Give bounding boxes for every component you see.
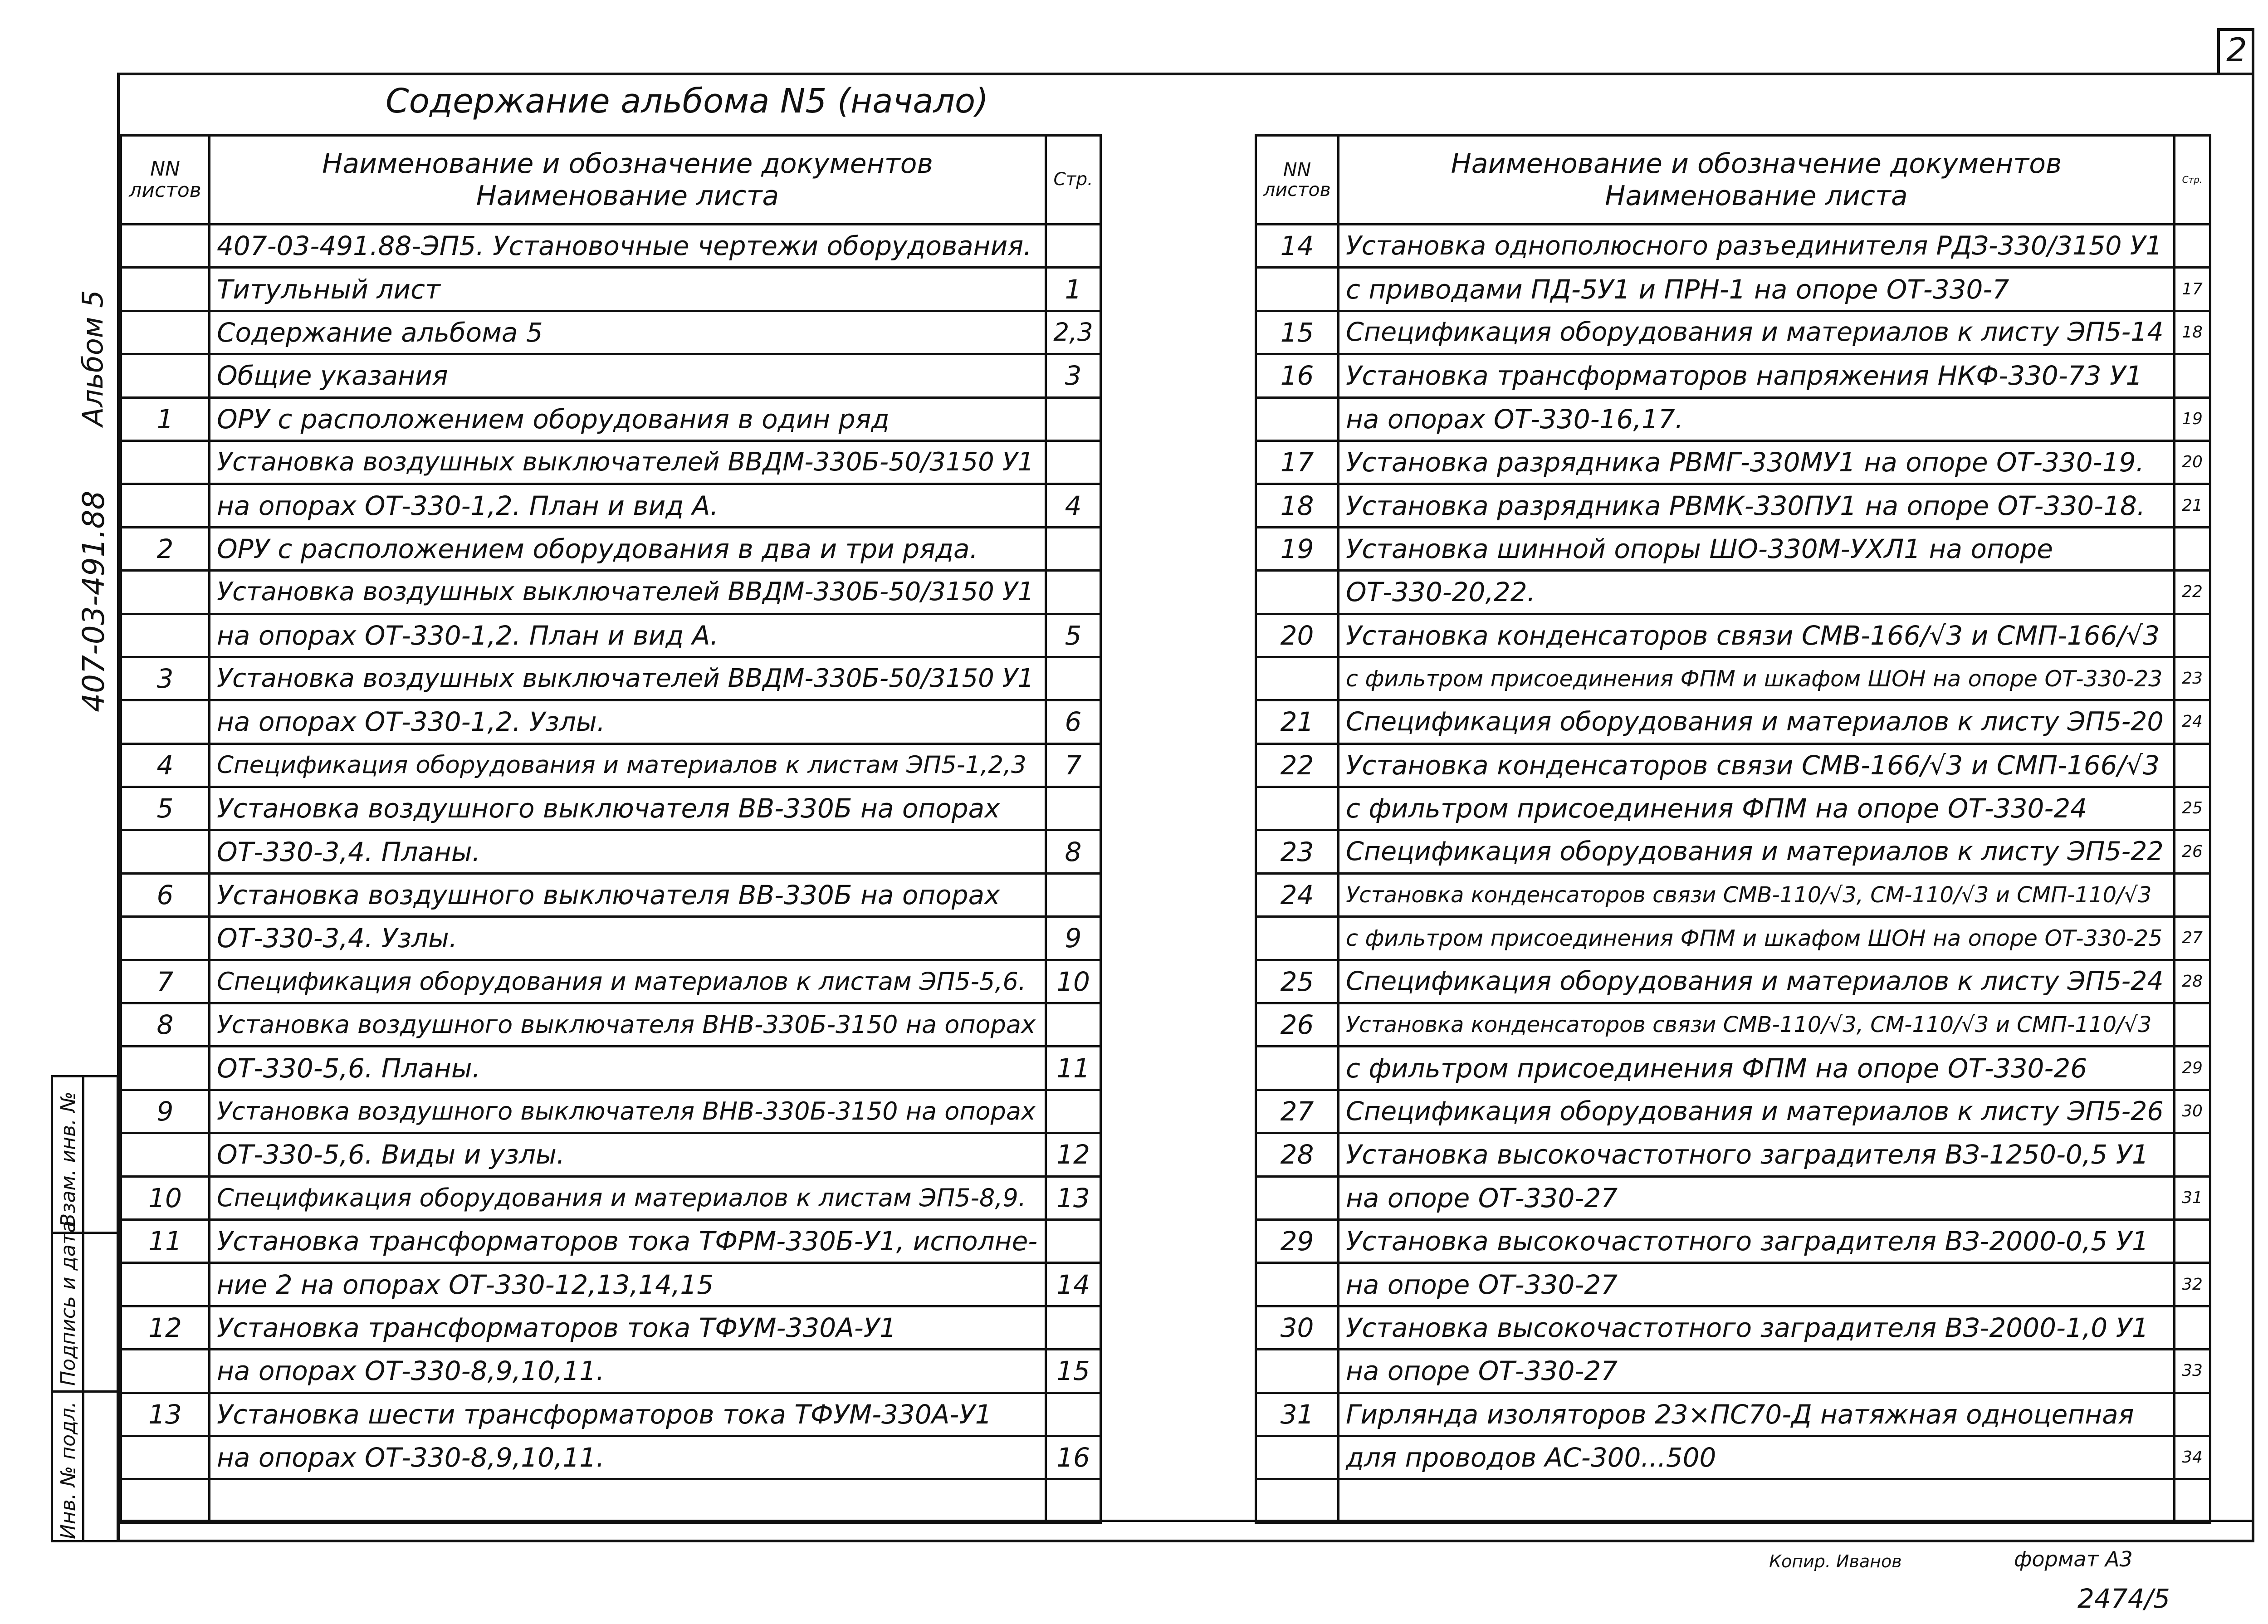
- header-page: Стр.: [2175, 136, 2210, 225]
- row-title: на опорах ОТ-330-8,9,10,11.: [210, 1350, 1046, 1393]
- stamp-signature-date: Подпись и дата: [57, 1220, 80, 1386]
- row-page: [2175, 225, 2210, 268]
- row-title: ОРУ с расположением оборудования в два и три ряда.: [210, 527, 1046, 570]
- header-name: Наименование и обозначение документов Наименование листа: [210, 136, 1046, 225]
- row-title: Спецификация оборудования и материалов к листу ЭП5-14: [1339, 311, 2175, 354]
- table-row: [1256, 657, 2210, 700]
- row-title: Установка разрядника РВМК-330ПУ1 на опоре ОТ-330-18.: [1339, 484, 2175, 527]
- row-title: Гирлянда изоляторов 23×ПС70-Д натяжная одноцепная: [1339, 1393, 2175, 1436]
- row-sheet-number: 9: [121, 1090, 210, 1133]
- row-page: 19: [2175, 397, 2210, 440]
- footer-code: 2474/5: [2077, 1583, 2170, 1614]
- table-row: [1256, 268, 2210, 311]
- row-page: 34: [2175, 1436, 2210, 1479]
- table-row: [1256, 1436, 2210, 1479]
- table-row: [1256, 1176, 2210, 1219]
- row-title: 407-03-491.88-ЭП5. Установочные чертежи оборудования.: [210, 225, 1046, 268]
- row-page: 22: [2175, 571, 2210, 614]
- row-title: ОТ-330-5,6. Виды и узлы.: [210, 1133, 1046, 1176]
- table-row: [121, 917, 1101, 960]
- row-sheet-number: [121, 700, 210, 744]
- row-title: Установка воздушного выключателя ВВ-330Б на опорах: [210, 787, 1046, 830]
- row-page: [1046, 1479, 1101, 1522]
- row-title: на опорах ОТ-330-1,2. План и вид А.: [210, 614, 1046, 657]
- row-page: [1046, 1219, 1101, 1262]
- table-row: [1256, 311, 2210, 354]
- row-page: 2,3: [1046, 311, 1101, 354]
- row-page: 27: [2175, 917, 2210, 960]
- row-sheet-number: [1256, 1479, 1339, 1522]
- table-row: [1256, 787, 2210, 830]
- row-title: Установка трансформаторов тока ТФУМ-330А-У1: [210, 1306, 1046, 1349]
- row-page: 18: [2175, 311, 2210, 354]
- row-title: Общие указания: [210, 354, 1046, 397]
- row-sheet-number: 31: [1256, 1393, 1339, 1436]
- row-title: на опорах ОТ-330-16,17.: [1339, 397, 2175, 440]
- row-sheet-number: 22: [1256, 744, 1339, 787]
- row-page: [2175, 1219, 2210, 1262]
- row-page: [1046, 1090, 1101, 1133]
- row-page: 1: [1046, 268, 1101, 311]
- row-page: 28: [2175, 960, 2210, 1003]
- row-page: [1046, 440, 1101, 484]
- row-page: 17: [2175, 268, 2210, 311]
- row-page: [1046, 873, 1101, 916]
- table-row: [121, 397, 1101, 440]
- table-row: [121, 614, 1101, 657]
- row-sheet-number: 13: [121, 1393, 210, 1436]
- row-sheet-number: [121, 1350, 210, 1393]
- table-row: [1256, 527, 2210, 570]
- row-page: 7: [1046, 744, 1101, 787]
- row-page: [2175, 873, 2210, 916]
- footer-copied: Копир. Иванов: [1769, 1551, 1902, 1571]
- footer-format: формат А3: [2014, 1547, 2133, 1571]
- row-sheet-number: [1256, 268, 1339, 311]
- table-row: [1256, 1047, 2210, 1090]
- row-title: Содержание альбома 5: [210, 311, 1046, 354]
- row-title: на опорах ОТ-330-8,9,10,11.: [210, 1436, 1046, 1479]
- row-title: ОРУ с расположением оборудования в один ряд: [210, 397, 1046, 440]
- table-row: [121, 225, 1101, 268]
- row-sheet-number: [1256, 397, 1339, 440]
- header-num: NN листов: [1256, 136, 1339, 225]
- row-title: Установка воздушного выключателя ВВ-330Б на опорах: [210, 873, 1046, 916]
- table-row: [121, 1133, 1101, 1176]
- table-row: [1256, 830, 2210, 873]
- row-title: на опоре ОТ-330-27: [1339, 1263, 2175, 1306]
- row-title: Установка воздушных выключателей ВВДМ-330Б-50/3150 У1: [210, 440, 1046, 484]
- row-title: Установка воздушного выключателя ВНВ-330Б-3150 на опорах: [210, 1003, 1046, 1047]
- row-page: [1046, 1306, 1101, 1349]
- row-sheet-number: [1256, 1436, 1339, 1479]
- row-title: Установка конденсаторов связи СМВ-166/√3 и СМП-166/√3: [1339, 614, 2175, 657]
- table-row: [1256, 1306, 2210, 1349]
- table-row: [121, 527, 1101, 570]
- row-sheet-number: 20: [1256, 614, 1339, 657]
- row-sheet-number: 14: [1256, 225, 1339, 268]
- table-row: [121, 1003, 1101, 1047]
- stamp-inv-no: Инв. № подл.: [57, 1401, 80, 1539]
- row-sheet-number: 23: [1256, 830, 1339, 873]
- row-sheet-number: 8: [121, 1003, 210, 1047]
- row-title: ние 2 на опорах ОТ-330-12,13,14,15: [210, 1263, 1046, 1306]
- table-row: [1256, 397, 2210, 440]
- row-sheet-number: 25: [1256, 960, 1339, 1003]
- row-title: Спецификация оборудования и материалов к листам ЭП5-1,2,3: [210, 744, 1046, 787]
- row-title: Спецификация оборудования и материалов к листу ЭП5-24: [1339, 960, 2175, 1003]
- table-row: [1256, 440, 2210, 484]
- row-sheet-number: 19: [1256, 527, 1339, 570]
- row-sheet-number: [1256, 917, 1339, 960]
- table-row: [121, 1436, 1101, 1479]
- row-sheet-number: 21: [1256, 700, 1339, 744]
- row-title: Титульный лист: [210, 268, 1046, 311]
- table-row: [121, 1350, 1101, 1393]
- row-sheet-number: [121, 440, 210, 484]
- table-row: [121, 787, 1101, 830]
- row-page: 4: [1046, 484, 1101, 527]
- row-page: 33: [2175, 1350, 2210, 1393]
- table-row: [121, 830, 1101, 873]
- row-sheet-number: 4: [121, 744, 210, 787]
- table-row: [121, 1263, 1101, 1306]
- row-sheet-number: [121, 614, 210, 657]
- table-row: [1256, 614, 2210, 657]
- row-page: 16: [1046, 1436, 1101, 1479]
- row-page: [2175, 527, 2210, 570]
- row-sheet-number: [121, 1479, 210, 1522]
- table-row: [1256, 700, 2210, 744]
- row-title: Установка высокочастотного заградителя ВЗ-1250-0,5 У1: [1339, 1133, 2175, 1176]
- row-sheet-number: [1256, 787, 1339, 830]
- table-row: [1256, 873, 2210, 916]
- table-row: [121, 960, 1101, 1003]
- row-title: Установка трансформаторов напряжения НКФ-330-73 У1: [1339, 354, 2175, 397]
- table-row: [1256, 1003, 2210, 1047]
- table-row: [1256, 1393, 2210, 1436]
- side-album-label: Альбом 5: [76, 290, 109, 426]
- row-title: Установка воздушного выключателя ВНВ-330Б-3150 на опорах: [210, 1090, 1046, 1133]
- row-page: [1046, 571, 1101, 614]
- row-title: Установка однополюсного разъединителя РДЗ-330/3150 У1: [1339, 225, 2175, 268]
- row-title: Установка трансформаторов тока ТФРМ-330Б-У1, исполне-: [210, 1219, 1046, 1262]
- row-title: на опорах ОТ-330-1,2. План и вид А.: [210, 484, 1046, 527]
- table-row: [1256, 1219, 2210, 1262]
- table-row: [1256, 744, 2210, 787]
- row-page: 5: [1046, 614, 1101, 657]
- table-row: [121, 1176, 1101, 1219]
- header-num: NN листов: [121, 136, 210, 225]
- row-sheet-number: 29: [1256, 1219, 1339, 1262]
- contents-table-right: [1255, 134, 2211, 1524]
- row-title: [1339, 1479, 2175, 1522]
- row-title: на опорах ОТ-330-1,2. Узлы.: [210, 700, 1046, 744]
- row-title: с фильтром присоединения ФПМ на опоре ОТ-330-26: [1339, 1047, 2175, 1090]
- table-row: [121, 700, 1101, 744]
- row-sheet-number: [121, 354, 210, 397]
- row-sheet-number: [121, 571, 210, 614]
- table-row: [121, 440, 1101, 484]
- table-row: [1256, 1090, 2210, 1133]
- row-sheet-number: 3: [121, 657, 210, 700]
- table-row: [121, 1393, 1101, 1436]
- row-sheet-number: [121, 1047, 210, 1090]
- row-page: 26: [2175, 830, 2210, 873]
- row-title: с фильтром присоединения ФПМ и шкафом ШОН на опоре ОТ-330-23: [1339, 657, 2175, 700]
- row-page: 29: [2175, 1047, 2210, 1090]
- row-title: Установка шинной опоры ШО-330М-УХЛ1 на опоре: [1339, 527, 2175, 570]
- row-page: [2175, 744, 2210, 787]
- row-sheet-number: 24: [1256, 873, 1339, 916]
- row-title: Спецификация оборудования и материалов к листу ЭП5-20: [1339, 700, 2175, 744]
- row-title: Установка высокочастотного заградителя ВЗ-2000-0,5 У1: [1339, 1219, 2175, 1262]
- row-page: [2175, 1003, 2210, 1047]
- row-page: [1046, 225, 1101, 268]
- row-page: [2175, 1393, 2210, 1436]
- table-row: [1256, 484, 2210, 527]
- row-page: 3: [1046, 354, 1101, 397]
- table-row: [121, 354, 1101, 397]
- row-sheet-number: 12: [121, 1306, 210, 1349]
- row-title: Установка воздушных выключателей ВВДМ-330Б-50/3150 У1: [210, 657, 1046, 700]
- row-page: 6: [1046, 700, 1101, 744]
- row-sheet-number: 17: [1256, 440, 1339, 484]
- row-page: 12: [1046, 1133, 1101, 1176]
- row-page: [2175, 1479, 2210, 1522]
- row-title: ОТ-330-5,6. Планы.: [210, 1047, 1046, 1090]
- row-sheet-number: 26: [1256, 1003, 1339, 1047]
- table-row: [1256, 1263, 2210, 1306]
- row-sheet-number: 1: [121, 397, 210, 440]
- row-page: [2175, 614, 2210, 657]
- row-sheet-number: 5: [121, 787, 210, 830]
- frame-bottom-line: [117, 1520, 2254, 1522]
- row-page: 14: [1046, 1263, 1101, 1306]
- row-sheet-number: [121, 830, 210, 873]
- row-page: 30: [2175, 1090, 2210, 1133]
- table-row: [1256, 571, 2210, 614]
- sheet-number: 2: [2226, 31, 2247, 69]
- row-page: [1046, 787, 1101, 830]
- row-page: [1046, 1003, 1101, 1047]
- contents-title: Содержание альбома N5 (начало): [386, 82, 989, 121]
- row-sheet-number: 11: [121, 1219, 210, 1262]
- row-sheet-number: [1256, 657, 1339, 700]
- row-page: [2175, 354, 2210, 397]
- row-page: 25: [2175, 787, 2210, 830]
- row-sheet-number: [121, 917, 210, 960]
- header-name: Наименование и обозначение документов Наименование листа: [1339, 136, 2175, 225]
- table-row: [1256, 1350, 2210, 1393]
- row-title: на опоре ОТ-330-27: [1339, 1176, 2175, 1219]
- row-sheet-number: [121, 268, 210, 311]
- row-sheet-number: 28: [1256, 1133, 1339, 1176]
- table-row: [121, 1479, 1101, 1522]
- row-title: ОТ-330-20,22.: [1339, 571, 2175, 614]
- row-sheet-number: [121, 311, 210, 354]
- row-sheet-number: 27: [1256, 1090, 1339, 1133]
- row-title: с фильтром присоединения ФПМ на опоре ОТ-330-24: [1339, 787, 2175, 830]
- table-row: [121, 571, 1101, 614]
- table-row: [121, 1090, 1101, 1133]
- row-title: Установка разрядника РВМГ-330МУ1 на опоре ОТ-330-19.: [1339, 440, 2175, 484]
- row-title: Установка высокочастотного заградителя ВЗ-2000-1,0 У1: [1339, 1306, 2175, 1349]
- row-title: Установка конденсаторов связи СМВ-166/√3 и СМП-166/√3: [1339, 744, 2175, 787]
- stamp-replace-inv: Взам. инв. №: [57, 1091, 80, 1227]
- row-sheet-number: 10: [121, 1176, 210, 1219]
- row-title: для проводов АС-300...500: [1339, 1436, 2175, 1479]
- row-page: [2175, 1133, 2210, 1176]
- header-page: Стр.: [1046, 136, 1101, 225]
- row-sheet-number: [1256, 571, 1339, 614]
- row-title: [210, 1479, 1046, 1522]
- table-row: [121, 744, 1101, 787]
- row-page: 20: [2175, 440, 2210, 484]
- table-row: [121, 1047, 1101, 1090]
- row-page: [1046, 1393, 1101, 1436]
- row-title: Установка шести трансформаторов тока ТФУМ-330А-У1: [210, 1393, 1046, 1436]
- row-page: 11: [1046, 1047, 1101, 1090]
- row-sheet-number: [121, 1263, 210, 1306]
- row-page: 15: [1046, 1350, 1101, 1393]
- table-row: [1256, 1479, 2210, 1522]
- row-page: [1046, 657, 1101, 700]
- row-page: 10: [1046, 960, 1101, 1003]
- row-page: [2175, 1306, 2210, 1349]
- table-row: [121, 1306, 1101, 1349]
- row-title: Установка воздушных выключателей ВВДМ-330Б-50/3150 У1: [210, 571, 1046, 614]
- row-sheet-number: [121, 1133, 210, 1176]
- row-sheet-number: [1256, 1176, 1339, 1219]
- row-sheet-number: 2: [121, 527, 210, 570]
- row-title: на опоре ОТ-330-27: [1339, 1350, 2175, 1393]
- stamp-column: [51, 1075, 119, 1542]
- row-page: [1046, 397, 1101, 440]
- row-sheet-number: [121, 484, 210, 527]
- row-title: Спецификация оборудования и материалов к листу ЭП5-26: [1339, 1090, 2175, 1133]
- table-row: [121, 873, 1101, 916]
- row-page: 31: [2175, 1176, 2210, 1219]
- row-title: с фильтром присоединения ФПМ и шкафом ШОН на опоре ОТ-330-25: [1339, 917, 2175, 960]
- row-sheet-number: 7: [121, 960, 210, 1003]
- row-sheet-number: 15: [1256, 311, 1339, 354]
- row-page: 8: [1046, 830, 1101, 873]
- row-title: Спецификация оборудования и материалов к листу ЭП5-22: [1339, 830, 2175, 873]
- table-row: [1256, 917, 2210, 960]
- table-row: [1256, 960, 2210, 1003]
- table-row: [121, 268, 1101, 311]
- row-sheet-number: [1256, 1350, 1339, 1393]
- table-row: [121, 657, 1101, 700]
- side-code-label: 407-03-491.88: [76, 490, 111, 712]
- row-title: с приводами ПД-5У1 и ПРН-1 на опоре ОТ-330-7: [1339, 268, 2175, 311]
- row-page: 32: [2175, 1263, 2210, 1306]
- row-sheet-number: [1256, 1263, 1339, 1306]
- row-title: Установка конденсаторов связи СМВ-110/√3, СМ-110/√3 и СМП-110/√3: [1339, 1003, 2175, 1047]
- row-sheet-number: 6: [121, 873, 210, 916]
- row-title: ОТ-330-3,4. Планы.: [210, 830, 1046, 873]
- table-row: [121, 484, 1101, 527]
- table-row: [121, 311, 1101, 354]
- row-page: 21: [2175, 484, 2210, 527]
- row-page: 24: [2175, 700, 2210, 744]
- row-sheet-number: [121, 225, 210, 268]
- row-page: 23: [2175, 657, 2210, 700]
- table-row: [1256, 354, 2210, 397]
- row-title: ОТ-330-3,4. Узлы.: [210, 917, 1046, 960]
- row-page: 9: [1046, 917, 1101, 960]
- row-title: Установка конденсаторов связи СМВ-110/√3, СМ-110/√3 и СМП-110/√3: [1339, 873, 2175, 916]
- row-title: Спецификация оборудования и материалов к листам ЭП5-8,9.: [210, 1176, 1046, 1219]
- row-sheet-number: 16: [1256, 354, 1339, 397]
- row-sheet-number: [1256, 1047, 1339, 1090]
- table-row: [121, 1219, 1101, 1262]
- row-sheet-number: 30: [1256, 1306, 1339, 1349]
- row-sheet-number: 18: [1256, 484, 1339, 527]
- table-row: [1256, 225, 2210, 268]
- row-sheet-number: [121, 1436, 210, 1479]
- table-row: [1256, 1133, 2210, 1176]
- row-page: 13: [1046, 1176, 1101, 1219]
- row-page: [1046, 527, 1101, 570]
- row-title: Спецификация оборудования и материалов к листам ЭП5-5,6.: [210, 960, 1046, 1003]
- contents-table-left: [120, 134, 1102, 1524]
